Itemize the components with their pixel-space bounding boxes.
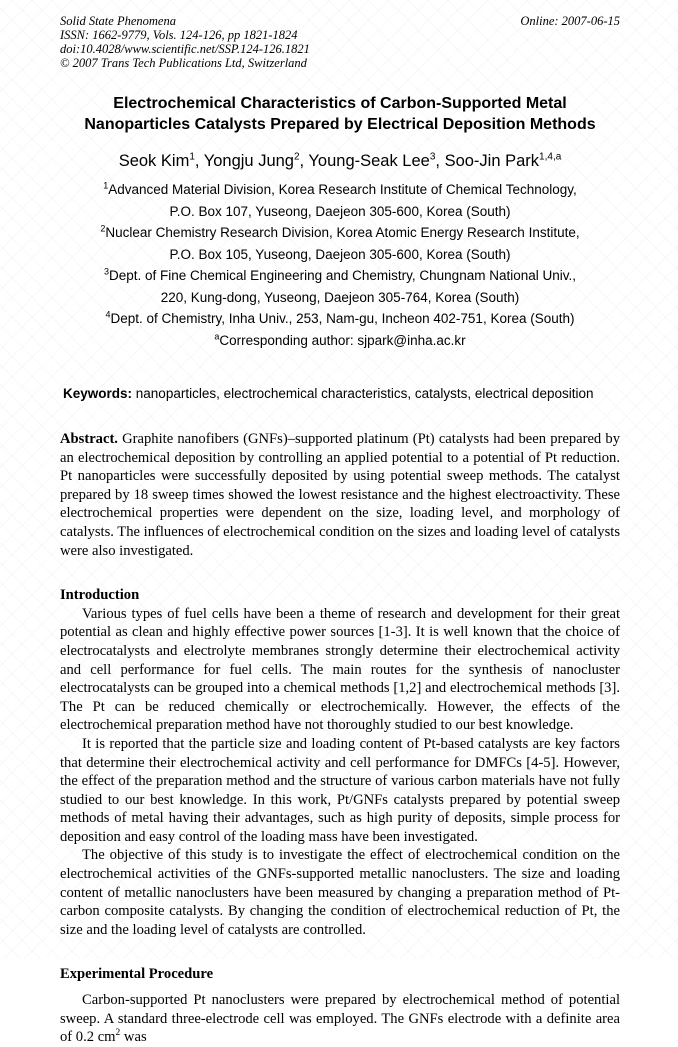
copyright-line: © 2007 Trans Tech Publications Ltd, Switzerland bbox=[60, 56, 307, 70]
authors-line: Seok Kim$^1$, Yongju Jung$^2$, Young-Seak Lee$^3$, Soo-Jin Park$^{1,4,a}$ bbox=[118, 151, 562, 170]
doi-line: doi:10.4028/www.scientific.net/SSP.124-126.1821 bbox=[60, 42, 310, 56]
online-date: Online: 2007-06-15 bbox=[520, 14, 620, 28]
author-name: Soo-Jin Park bbox=[444, 152, 540, 170]
issn-line: ISSN: 1662-9779, Vols. 124-126, pp 1821-1824 bbox=[60, 28, 298, 42]
keywords-label: Keywords: bbox=[63, 386, 133, 401]
section-heading-experimental: Experimental Procedure bbox=[60, 966, 214, 983]
abstract-label: Abstract. bbox=[60, 431, 118, 447]
affiliation-superscript: 4 bbox=[105, 309, 111, 320]
keywords-text: nanoparticles, electrochemical characteristics, catalysts, electrical deposition bbox=[132, 386, 594, 401]
journal-header bbox=[60, 14, 620, 70]
intro-paragraph-1: Various types of fuel cells have been a theme of research and development for their great potential as clean and highly effective power sources [1-3]. It is well known that the choice of electrocatalysts and electrolyte membranes strongly determine their electrochemical activity and cell performance for fuel cells. The main routes for the synthesis of nanocluster electrocatalysts can be grouped into a chemical methods [1,2] and electrochemical methods [3]. The Pt can be reduced chemically or electrochemically. However, the effects of the electrochemical preparation method have not thoroughly studied to our best knowledge. bbox=[60, 605, 620, 734]
keywords-line bbox=[60, 386, 620, 401]
affiliation-superscript: a bbox=[214, 331, 220, 341]
experimental-paragraph-1 bbox=[60, 991, 620, 1047]
affiliation-line: 220, Kung-dong, Yuseong, Daejeon 305-764, Korea (South) bbox=[160, 289, 520, 305]
affiliation-superscript: 2 bbox=[100, 223, 106, 234]
author-superscript: 1 bbox=[189, 151, 195, 163]
affiliation-line: $^4$Dept. of Chemistry, Inha Univ., 253, Nam-gu, Incheon 402-751, Korea (South) bbox=[105, 309, 575, 326]
paper-title: Electrochemical Characteristics of Carbon-Supported Metal Nanoparticles Catalysts Prepared by Electrical Deposition Methods bbox=[84, 95, 596, 133]
intro-paragraph-3: The objective of this study is to investigate the effect of electrochemical condition on the electrochemical activities of the GNFs-supported metallic nanoclusters. The size and loading content of metallic nanoclusters have been measured by changing a preparation method of Pt-carbon composite catalysts. By changing the condition of electrochemical reduction of Pt, the size and the loading level of catalysts are controlled. bbox=[60, 847, 620, 938]
author-superscript: 3 bbox=[429, 151, 436, 163]
intro-paragraph-2: It is reported that the particle size and loading content of Pt-based catalysts are key factors that determine their electrochemical activity and cell performance for DMFCs [4-5]. However, the effect of the preparation method and the structure of various carbon materials have not fully studied to our best knowledge. In this work, Pt/GNFs catalysts prepared by potential sweep methods of metal having their advantages, such as high purity of deposits, simple process for deposition and easy control of the loading mass have been investigated. bbox=[60, 735, 620, 845]
author-superscript: 1,4,a bbox=[539, 151, 562, 163]
affiliation-line: $^3$Dept. of Fine Chemical Engineering and Chemistry, Chungnam National Univ., bbox=[104, 266, 576, 283]
experimental-text-after: was bbox=[120, 1029, 147, 1046]
affiliation-line: $^2$Nuclear Chemistry Research Division, Korea Atomic Energy Research Institute, bbox=[100, 223, 580, 240]
affiliation-line: P.O. Box 107, Yuseong, Daejeon 305-600, Korea (South) bbox=[169, 203, 511, 219]
affiliation-line: P.O. Box 105, Yuseong, Daejeon 305-600, Korea (South) bbox=[169, 246, 511, 262]
affiliation-line: $^a$Corresponding author: sjpark@inha.ac.kr bbox=[214, 331, 466, 348]
section-heading-introduction: Introduction bbox=[60, 587, 140, 604]
author-name: Yongju Jung bbox=[203, 152, 294, 170]
abstract-text: Graphite nanofibers (GNFs)–supported platinum (Pt) catalysts had been prepared by an electrochemical deposition by controlling an applied potential to a potential of Pt reduction. Pt nanoparticles were successfully deposited by using potential sweep methods. The catalyst prepared by 18 sweep times showed the lowest resistance and the highest electroactivity. These electrochemical properties were dependent on the size, loading level, and morphology of catalysts. The influences of electrochemical condition on the sizes and loading level of catalysts were also investigated. bbox=[60, 431, 620, 559]
author-name: Young-Seak Lee bbox=[308, 152, 430, 170]
author-name: Seok Kim bbox=[118, 152, 190, 170]
affiliation-line: $^1$Advanced Material Division, Korea Research Institute of Chemical Technology, bbox=[103, 180, 577, 197]
journal-name: Solid State Phenomena bbox=[60, 14, 176, 28]
author-superscript: 2 bbox=[293, 151, 300, 163]
superscript-2: 2 bbox=[115, 1028, 121, 1039]
experimental-text-before: Carbon-supported Pt nanoclusters were prepared by electrochemical method of potential sweep. A standard three-electrode cell was employed. The GNFs electrode with a definite area of 0.2 cm bbox=[60, 992, 620, 1046]
affiliation-superscript: 3 bbox=[104, 266, 110, 277]
affiliations-block bbox=[60, 179, 620, 351]
affiliation-superscript: 1 bbox=[103, 180, 109, 191]
abstract-paragraph bbox=[60, 430, 620, 560]
journal-info bbox=[60, 14, 310, 70]
